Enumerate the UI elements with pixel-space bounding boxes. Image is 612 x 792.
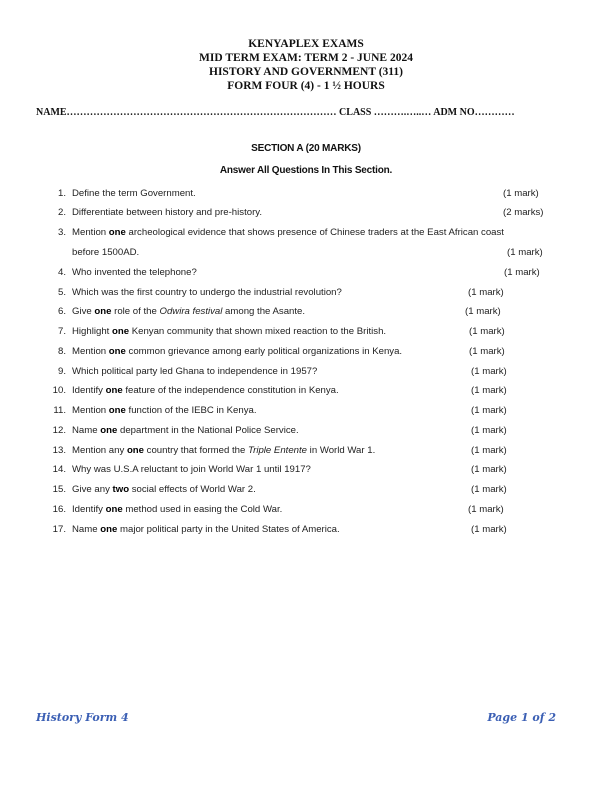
question-text-end: archeological evidence that shows presence of Chinese traders at the East African coast bbox=[125, 227, 504, 238]
question-text-start: Which was the first country to undergo the industrial revolution? bbox=[72, 287, 342, 298]
question-text bbox=[72, 325, 386, 339]
question-text-start: Give bbox=[72, 306, 95, 317]
question-text bbox=[72, 187, 196, 201]
question-text-end: Kenyan community that shown mixed reaction to the British. bbox=[129, 326, 387, 337]
question-item bbox=[0, 286, 612, 300]
question-text bbox=[72, 384, 339, 398]
question-marks: (1 mark) bbox=[468, 504, 504, 515]
question-text-start: Who invented the telephone? bbox=[72, 267, 197, 278]
question-text-start: Name bbox=[72, 524, 101, 535]
section-title: SECTION A (20 MARKS) bbox=[251, 143, 361, 154]
question-number: 1. bbox=[57, 188, 66, 199]
question-text-start: Identify bbox=[72, 504, 106, 515]
question-marks: (1 mark) bbox=[471, 445, 507, 456]
question-marks: (1 mark) bbox=[471, 524, 507, 535]
question-text bbox=[72, 206, 262, 220]
question-emphasis: one bbox=[126, 445, 144, 456]
question-text-end: department in the National Police Service. bbox=[117, 425, 299, 436]
question-number: 6. bbox=[57, 306, 66, 317]
question-item bbox=[0, 424, 612, 438]
question-number: 9. bbox=[57, 366, 66, 377]
question-text-end: major political party in the United States of America. bbox=[117, 524, 340, 535]
question-text-end: function of the IEBC in Kenya. bbox=[125, 405, 257, 416]
question-number: 4. bbox=[57, 267, 66, 278]
question-text bbox=[72, 286, 342, 300]
question-text-end: common grievance among early political organizations in Kenya. bbox=[125, 346, 403, 357]
question-emphasis: two bbox=[112, 484, 130, 495]
question-item bbox=[0, 444, 612, 458]
question-item bbox=[0, 483, 612, 497]
question-number: 3. bbox=[57, 227, 66, 238]
question-item bbox=[0, 305, 612, 319]
exam-form-duration: FORM FOUR (4) - 1 ½ HOURS bbox=[227, 80, 385, 92]
footer-subject: History Form 4 bbox=[36, 711, 129, 724]
question-text-end: social effects of World War 2. bbox=[129, 484, 256, 495]
question-text-end: in World War 1. bbox=[307, 445, 376, 456]
question-marks: (1 mark) bbox=[471, 366, 507, 377]
question-item bbox=[0, 463, 612, 477]
question-emphasis: one bbox=[112, 326, 130, 337]
question-number: 8. bbox=[57, 346, 66, 357]
question-number: 15. bbox=[52, 484, 66, 495]
question-number: 13. bbox=[52, 445, 66, 456]
exam-provider: KENYAPLEX EXAMS bbox=[248, 38, 364, 50]
exam-title: MID TERM EXAM: TERM 2 - JUNE 2024 bbox=[199, 52, 413, 64]
question-text-start: Mention bbox=[72, 227, 109, 238]
question-number: 5. bbox=[57, 287, 66, 298]
question-marks: (2 marks) bbox=[503, 207, 544, 218]
question-text-middle: country that formed the bbox=[144, 445, 246, 456]
question-text bbox=[72, 226, 504, 240]
question-marks: (1 mark) bbox=[471, 405, 507, 416]
question-text-start: Identify bbox=[72, 385, 106, 396]
question-text-start: Mention any bbox=[72, 445, 127, 456]
question-item bbox=[0, 365, 612, 379]
question-italic-term: Triple Entente bbox=[245, 445, 308, 456]
question-text bbox=[72, 463, 311, 477]
question-text bbox=[72, 444, 375, 458]
question-marks: (1 mark) bbox=[503, 188, 539, 199]
question-emphasis: one bbox=[100, 524, 118, 535]
question-text-start: Which political party led Ghana to independence in 1957? bbox=[72, 366, 318, 377]
question-marks: (1 mark) bbox=[465, 306, 501, 317]
question-text-end: among the Asante. bbox=[222, 306, 306, 317]
question-number: 11. bbox=[53, 405, 66, 416]
question-marks: (1 mark) bbox=[507, 247, 543, 258]
question-emphasis: one bbox=[100, 425, 118, 436]
question-number: 7. bbox=[57, 326, 66, 337]
footer-page-number: Page 1 of 2 bbox=[487, 711, 556, 724]
question-marks: (1 mark) bbox=[471, 385, 507, 396]
question-text-middle: role of the bbox=[111, 306, 157, 317]
question-marks: (1 mark) bbox=[471, 425, 507, 436]
question-marks: (1 mark) bbox=[469, 326, 505, 337]
question-emphasis: one bbox=[108, 346, 126, 357]
question-number: 2. bbox=[57, 207, 66, 218]
question-item bbox=[0, 523, 612, 537]
question-marks: (1 mark) bbox=[469, 346, 505, 357]
question-text-continuation: before 1500AD. bbox=[72, 247, 140, 258]
question-item bbox=[0, 404, 612, 418]
question-number: 10. bbox=[52, 385, 66, 396]
question-item-continuation bbox=[0, 246, 612, 260]
section-instruction: Answer All Questions In This Section. bbox=[219, 165, 393, 176]
question-emphasis: one bbox=[105, 504, 123, 515]
question-marks: (1 mark) bbox=[471, 464, 507, 475]
question-item bbox=[0, 206, 612, 220]
question-emphasis: one bbox=[94, 306, 112, 317]
question-text bbox=[72, 345, 402, 359]
question-text-start: Name bbox=[72, 425, 101, 436]
question-text bbox=[72, 424, 299, 438]
student-details-line: NAME……………………………………………………………………… CLASS ……….…..… ADM NO………… bbox=[36, 107, 515, 118]
question-text bbox=[72, 266, 197, 280]
question-text-start: Highlight bbox=[72, 326, 112, 337]
question-text-end: method used in easing the Cold War. bbox=[122, 504, 283, 515]
question-text-start: Give any bbox=[72, 484, 113, 495]
question-item bbox=[0, 325, 612, 339]
question-text bbox=[72, 483, 256, 497]
question-text bbox=[72, 365, 317, 379]
question-number: 17. bbox=[52, 524, 66, 535]
question-text-start: Define the term Government. bbox=[72, 188, 196, 199]
question-text-start: Mention bbox=[72, 346, 109, 357]
question-emphasis: one bbox=[105, 385, 123, 396]
question-number: 12. bbox=[52, 425, 66, 436]
question-marks: (1 mark) bbox=[471, 484, 507, 495]
question-item bbox=[0, 187, 612, 201]
question-item bbox=[0, 345, 612, 359]
question-emphasis: one bbox=[108, 405, 126, 416]
question-item bbox=[0, 226, 612, 240]
question-text-start: Mention bbox=[72, 405, 109, 416]
question-number: 16. bbox=[52, 504, 66, 515]
question-emphasis: one bbox=[108, 227, 126, 238]
question-italic-term: Odwira festival bbox=[156, 306, 223, 317]
exam-subject: HISTORY AND GOVERNMENT (311) bbox=[209, 66, 403, 78]
question-text bbox=[72, 523, 340, 537]
question-text bbox=[72, 404, 257, 418]
question-item bbox=[0, 503, 612, 517]
question-text-end: feature of the independence constitution in Kenya. bbox=[122, 385, 339, 396]
question-text-start: Why was U.S.A reluctant to join World War 1 until 1917? bbox=[72, 464, 311, 475]
question-item bbox=[0, 384, 612, 398]
question-text bbox=[72, 305, 305, 319]
question-number: 14. bbox=[52, 464, 66, 475]
question-text bbox=[72, 503, 282, 517]
question-marks: (1 mark) bbox=[468, 287, 504, 298]
question-marks: (1 mark) bbox=[504, 267, 540, 278]
question-item bbox=[0, 266, 612, 280]
question-text-start: Differentiate between history and pre-history. bbox=[72, 207, 263, 218]
